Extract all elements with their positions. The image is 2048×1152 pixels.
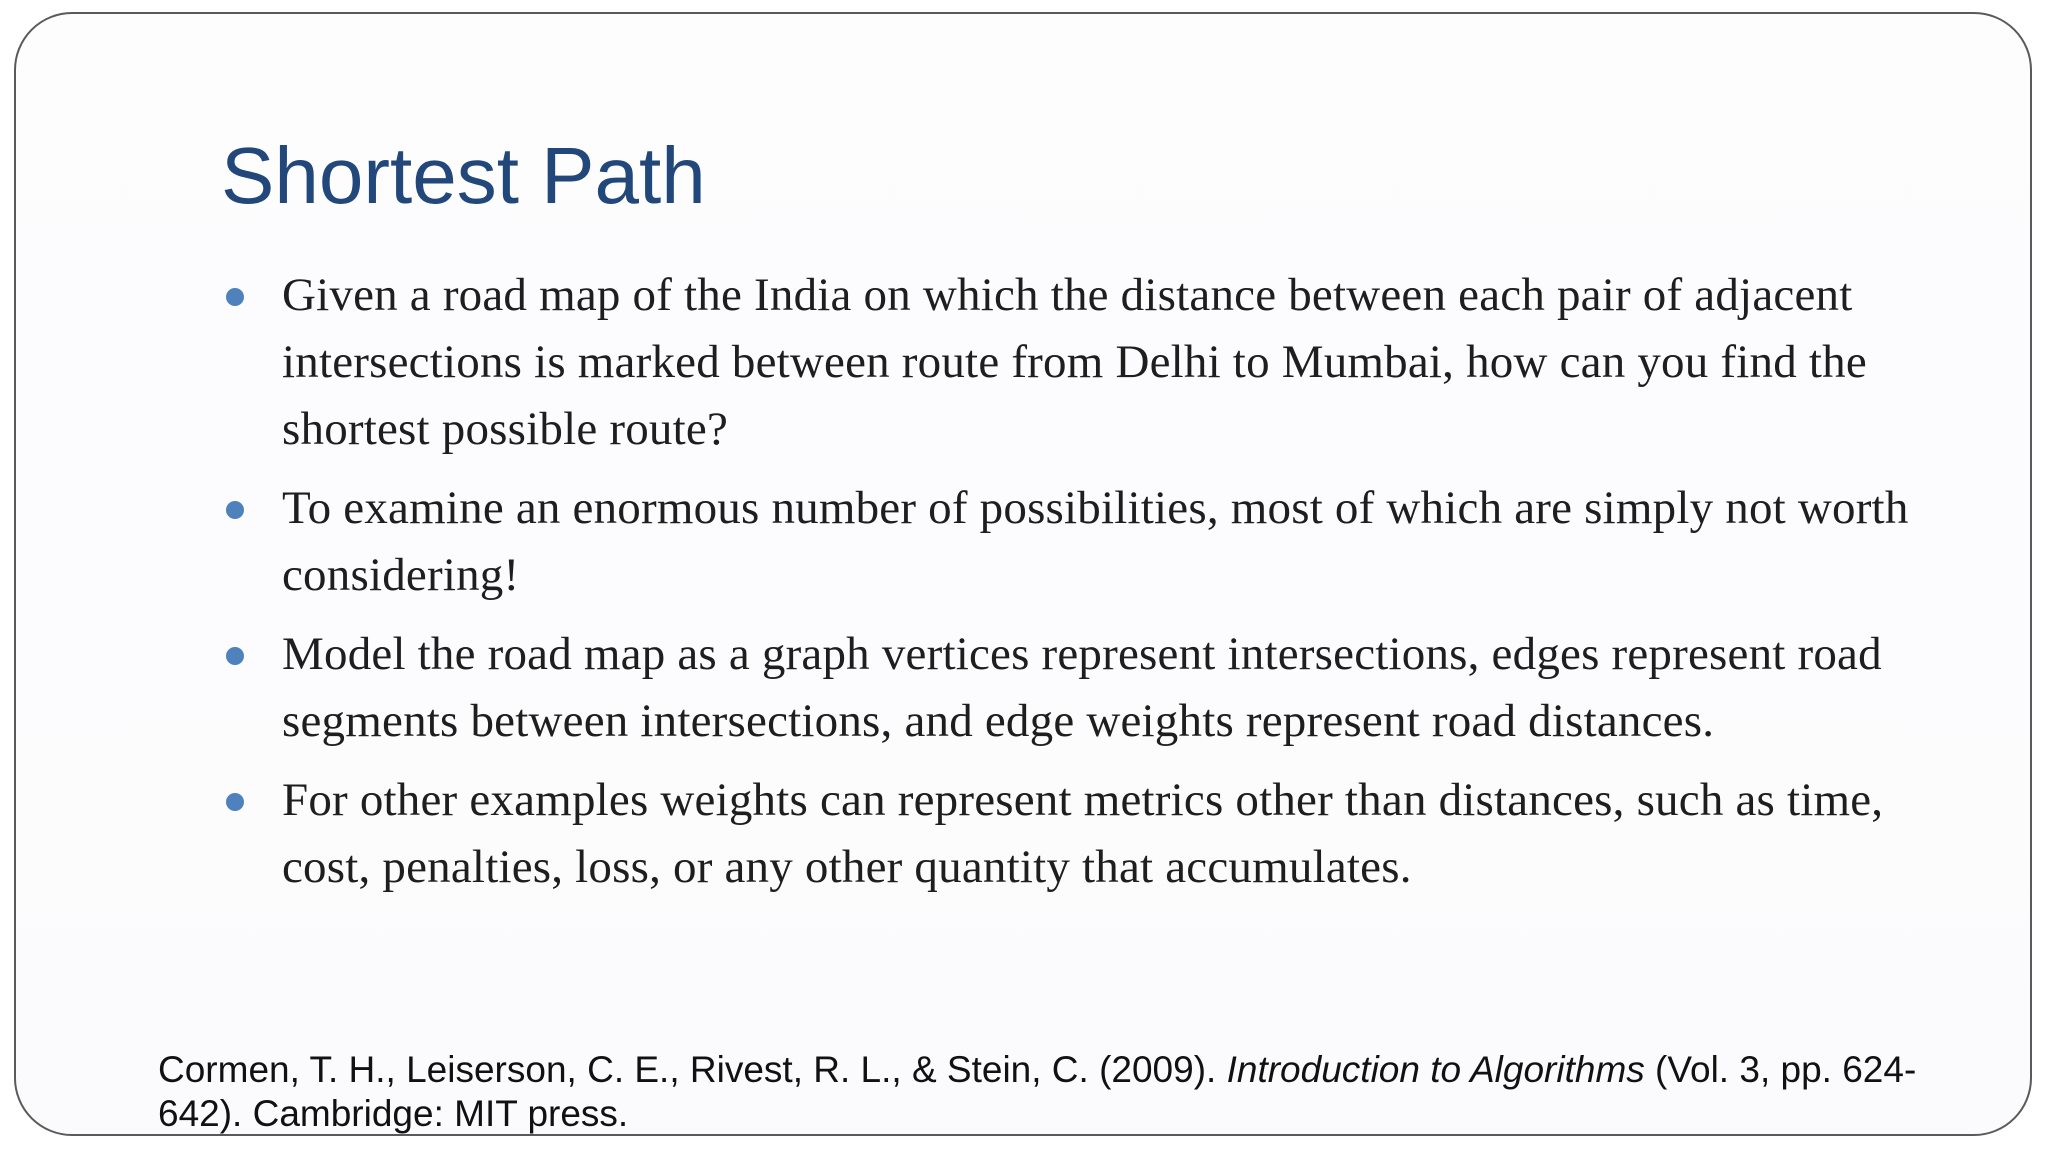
bullet-text: Given a road map of the India on which the distance between each pair of adjacent intersections is marked between route from Delhi to Mumbai, how can you find the shortest possible route? (282, 269, 1867, 455)
citation (158, 1048, 1918, 1136)
bullet-dot-icon (226, 501, 244, 519)
citation-book-title: Introduction to Algorithms (1226, 1049, 1645, 1090)
citation-authors: Cormen, T. H., Leiserson, C. E., Rivest, R. L., & Stein, C. (2009). (158, 1049, 1227, 1090)
bullet-item (226, 767, 1946, 901)
slide (14, 12, 2032, 1136)
bullet-dot-icon (226, 793, 244, 811)
citation-details: (Vol. 3, pp. 624-642). Cambridge: MIT press. (158, 1049, 1917, 1134)
bullet-text: Model the road map as a graph vertices represent intersections, edges represent road segments between intersections, and edge weights represent road distances. (282, 628, 1882, 747)
bullet-item (226, 475, 1946, 609)
bullet-dot-icon (226, 288, 244, 306)
bullet-text: For other examples weights can represent metrics other than distances, such as time, cost, penalties, loss, or any other quantity that accumulates. (282, 774, 1884, 893)
bullet-item (226, 621, 1946, 755)
bullet-item (226, 262, 1946, 463)
bullet-text: To examine an enormous number of possibilities, most of which are simply not worth considering! (282, 482, 1909, 601)
bullet-list (226, 262, 1946, 913)
slide-title: Shortest Path (221, 131, 706, 220)
bullet-dot-icon (226, 647, 244, 665)
